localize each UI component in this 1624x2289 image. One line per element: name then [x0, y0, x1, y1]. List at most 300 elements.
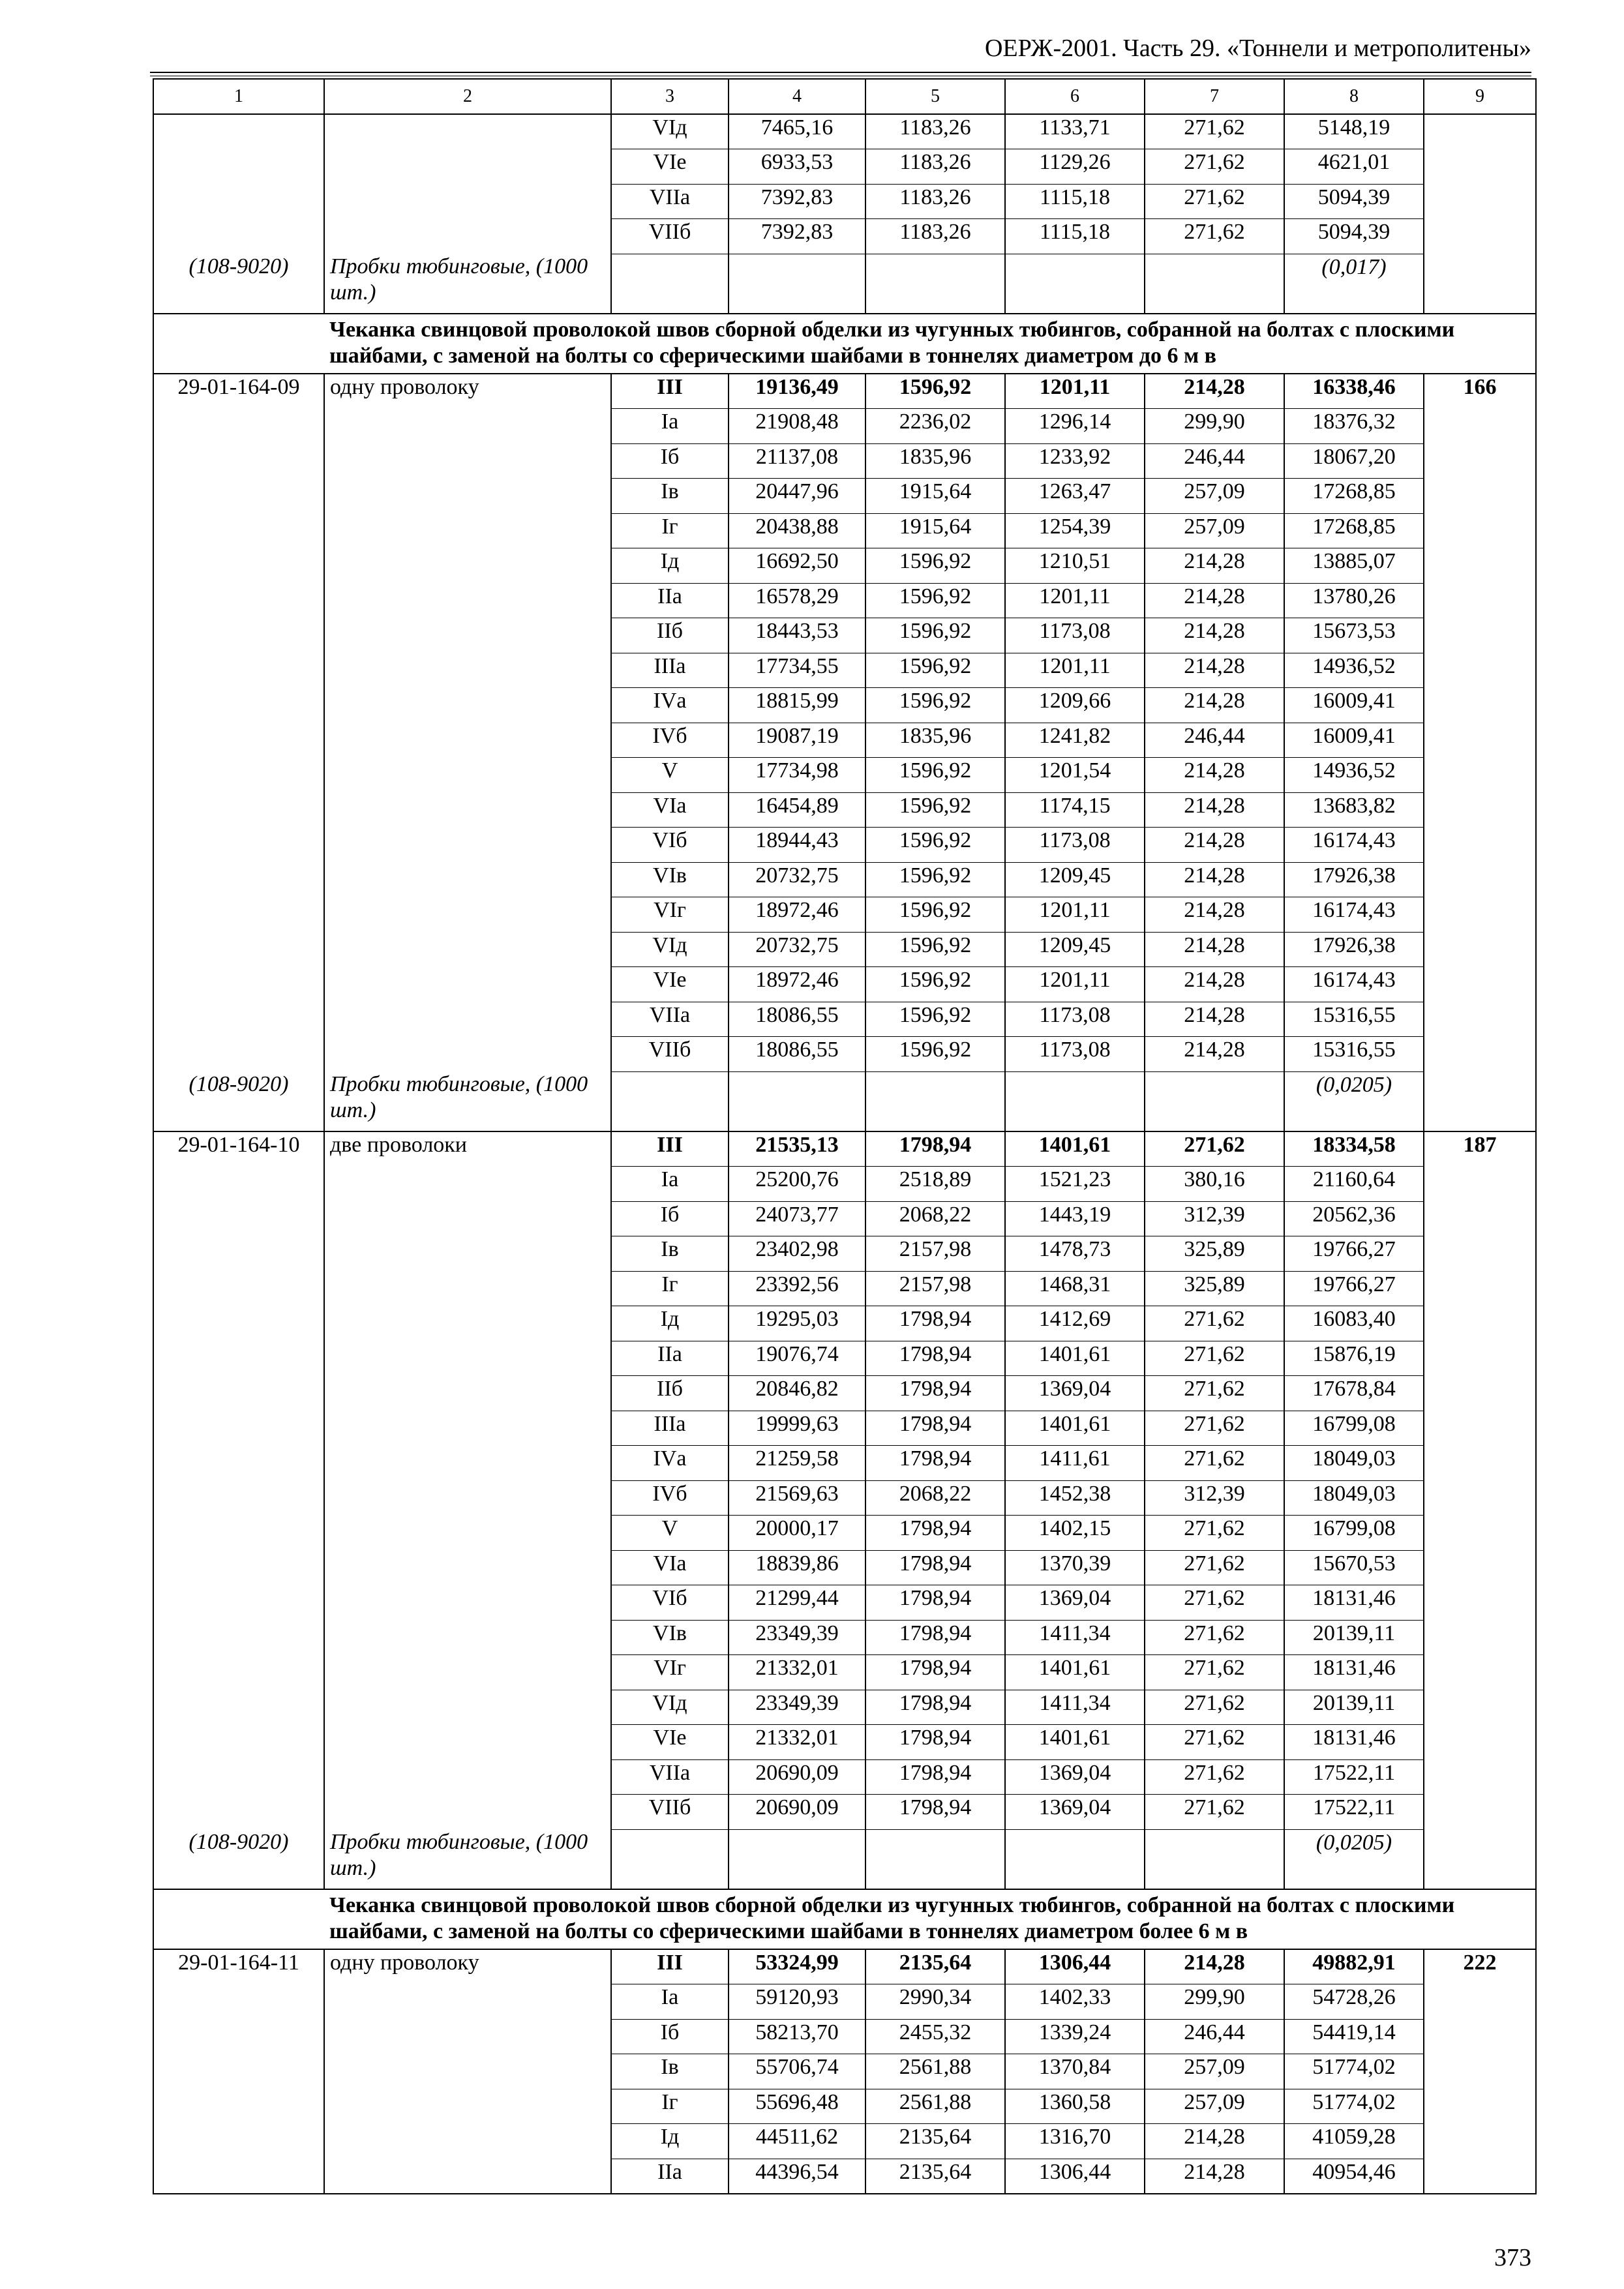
value-cell: 1209,45	[1005, 932, 1145, 967]
value-cell: 20438,88	[729, 513, 865, 548]
value-cell: 20139,11	[1284, 1690, 1424, 1725]
value-cell: 214,28	[1145, 897, 1284, 933]
code-cell	[153, 1002, 324, 1037]
page-number: 373	[1494, 2244, 1531, 2271]
code-cell	[153, 723, 324, 758]
value-cell: 312,39	[1145, 1480, 1284, 1516]
name-cell	[324, 1550, 611, 1585]
name-cell	[324, 513, 611, 548]
value-cell: 299,90	[1145, 1984, 1284, 2020]
value-cell: 1596,92	[865, 967, 1005, 1002]
value-cell: 2135,64	[865, 2159, 1005, 2194]
value-cell: 5094,39	[1284, 219, 1424, 254]
table-row	[153, 114, 1536, 149]
value-cell: 1370,84	[1005, 2054, 1145, 2089]
code-cell	[153, 1516, 324, 1551]
value-cell: 20732,75	[729, 932, 865, 967]
value-cell: 1798,94	[865, 1620, 1005, 1655]
value-cell: 18131,46	[1284, 1585, 1424, 1621]
value-cell: 2135,64	[865, 2124, 1005, 2159]
zone-cell: VIб	[611, 1585, 729, 1621]
name-cell	[324, 967, 611, 1002]
value-cell: 18049,03	[1284, 1480, 1424, 1516]
empty-cell	[1005, 1829, 1145, 1889]
empty-cell	[153, 314, 324, 374]
name-cell	[324, 653, 611, 688]
rates-table	[153, 78, 1537, 2194]
value-cell: 1835,96	[865, 723, 1005, 758]
empty-cell	[1145, 1829, 1284, 1889]
name-cell	[324, 1167, 611, 1202]
code-cell	[153, 1759, 324, 1795]
value-cell: 17268,85	[1284, 479, 1424, 514]
value-cell: 18972,46	[729, 897, 865, 933]
value-cell: 19076,74	[729, 1341, 865, 1376]
value-cell: 214,28	[1145, 1037, 1284, 1072]
value-cell: 325,89	[1145, 1271, 1284, 1306]
value-cell: 214,28	[1145, 967, 1284, 1002]
value-cell: 271,62	[1145, 1690, 1284, 1725]
value-cell: 214,28	[1145, 618, 1284, 653]
value-cell: 49882,91	[1284, 1949, 1424, 1984]
name-cell	[324, 618, 611, 653]
code-cell: 29-01-164-09	[153, 374, 324, 409]
value-cell: 1115,18	[1005, 184, 1145, 219]
table-row	[153, 1550, 1536, 1585]
value-cell: 6933,53	[729, 149, 865, 185]
zone-cell: VIд	[611, 1690, 729, 1725]
table-row	[153, 1620, 1536, 1655]
name-cell	[324, 1984, 611, 2020]
material-name: Пробки тюбинговые, (1000 шт.)	[324, 254, 611, 314]
value-cell: 2236,02	[865, 409, 1005, 444]
value-cell: 20690,09	[729, 1795, 865, 1830]
name-cell: одну проволоку	[324, 374, 611, 409]
value-cell: 1596,92	[865, 583, 1005, 618]
table-row	[153, 723, 1536, 758]
name-cell	[324, 149, 611, 185]
code-cell	[153, 1037, 324, 1072]
value-cell: 380,16	[1145, 1167, 1284, 1202]
zone-cell: VIг	[611, 897, 729, 933]
value-cell: 1201,54	[1005, 758, 1145, 793]
labor-cell	[1424, 2054, 1536, 2089]
code-cell: 29-01-164-10	[153, 1131, 324, 1167]
value-cell: 1798,94	[865, 1690, 1005, 1725]
name-cell	[324, 548, 611, 584]
value-cell: 2068,22	[865, 1480, 1005, 1516]
zone-cell: Iд	[611, 1306, 729, 1341]
table-row	[153, 653, 1536, 688]
page-header: ОЕРЖ-2001. Часть 29. «Тоннели и метрополитены»	[984, 35, 1531, 62]
code-cell: 29-01-164-11	[153, 1949, 324, 1984]
code-cell	[153, 2054, 324, 2089]
value-cell: 271,62	[1145, 1411, 1284, 1446]
table-row	[153, 1585, 1536, 1621]
table-row	[153, 479, 1536, 514]
value-cell: 16578,29	[729, 583, 865, 618]
name-cell	[324, 688, 611, 723]
table-row	[153, 2089, 1536, 2124]
name-cell: две проволоки	[324, 1131, 611, 1167]
column-number-row	[153, 79, 1536, 114]
zone-cell: Iб	[611, 443, 729, 479]
value-cell: 1370,39	[1005, 1550, 1145, 1585]
labor-cell	[1424, 1271, 1536, 1306]
name-cell	[324, 1795, 611, 1830]
table-row	[153, 967, 1536, 1002]
value-cell: 21908,48	[729, 409, 865, 444]
value-cell: 2068,22	[865, 1201, 1005, 1236]
value-cell: 17678,84	[1284, 1376, 1424, 1411]
value-cell: 1798,94	[865, 1725, 1005, 1760]
material-row	[153, 254, 1536, 314]
material-qty: (0,017)	[1284, 254, 1424, 314]
value-cell: 1115,18	[1005, 219, 1145, 254]
code-cell	[153, 1795, 324, 1830]
value-cell: 14936,52	[1284, 758, 1424, 793]
value-cell: 5148,19	[1284, 114, 1424, 149]
value-cell: 18131,46	[1284, 1655, 1424, 1690]
value-cell: 1596,92	[865, 374, 1005, 409]
value-cell: 1411,61	[1005, 1446, 1145, 1481]
value-cell: 23392,56	[729, 1271, 865, 1306]
labor-cell	[1424, 862, 1536, 897]
value-cell: 21259,58	[729, 1446, 865, 1481]
value-cell: 271,62	[1145, 1759, 1284, 1795]
value-cell: 18443,53	[729, 618, 865, 653]
value-cell: 1369,04	[1005, 1585, 1145, 1621]
value-cell: 1596,92	[865, 758, 1005, 793]
empty-cell	[729, 1071, 865, 1131]
value-cell: 18972,46	[729, 967, 865, 1002]
value-cell: 214,28	[1145, 862, 1284, 897]
table-row	[153, 792, 1536, 828]
value-cell: 1173,08	[1005, 828, 1145, 863]
value-cell: 214,28	[1145, 932, 1284, 967]
code-cell	[153, 1620, 324, 1655]
table-row	[153, 184, 1536, 219]
name-cell	[324, 2124, 611, 2159]
labor-cell	[1424, 1167, 1536, 1202]
name-cell	[324, 1655, 611, 1690]
section-heading: Чеканка свинцовой проволокой швов сборной обделки из чугунных тюбингов, собранной на болтах с плоскими шайбами, с заменой на болты со сферическими шайбами в тоннелях диаметром до 6 м в	[324, 314, 1536, 374]
value-cell: 1798,94	[865, 1550, 1005, 1585]
value-cell: 2518,89	[865, 1167, 1005, 1202]
value-cell: 1798,94	[865, 1306, 1005, 1341]
table-row	[153, 897, 1536, 933]
value-cell: 271,62	[1145, 1620, 1284, 1655]
code-cell	[153, 1690, 324, 1725]
value-cell: 17734,55	[729, 653, 865, 688]
value-cell: 1798,94	[865, 1411, 1005, 1446]
value-cell: 1369,04	[1005, 1795, 1145, 1830]
value-cell: 18086,55	[729, 1002, 865, 1037]
labor-cell	[1424, 114, 1536, 149]
labor-cell	[1424, 443, 1536, 479]
value-cell: 2157,98	[865, 1236, 1005, 1272]
name-cell	[324, 1690, 611, 1725]
value-cell: 18376,32	[1284, 409, 1424, 444]
value-cell: 1183,26	[865, 114, 1005, 149]
value-cell: 19999,63	[729, 1411, 865, 1446]
table-row	[153, 932, 1536, 967]
table-row	[153, 1201, 1536, 1236]
zone-cell: IIIа	[611, 653, 729, 688]
code-cell	[153, 1446, 324, 1481]
value-cell: 16799,08	[1284, 1516, 1424, 1551]
value-cell: 214,28	[1145, 2159, 1284, 2194]
table-row	[153, 1480, 1536, 1516]
zone-cell: Iд	[611, 548, 729, 584]
value-cell: 15316,55	[1284, 1037, 1424, 1072]
material-code: (108-9020)	[153, 1071, 324, 1131]
zone-cell: IIIа	[611, 1411, 729, 1446]
value-cell: 1402,15	[1005, 1516, 1145, 1551]
empty-cell	[1145, 1071, 1284, 1131]
value-cell: 246,44	[1145, 443, 1284, 479]
labor-cell	[1424, 548, 1536, 584]
value-cell: 214,28	[1145, 583, 1284, 618]
value-cell: 1798,94	[865, 1131, 1005, 1167]
empty-cell	[1005, 1071, 1145, 1131]
value-cell: 13885,07	[1284, 548, 1424, 584]
value-cell: 16009,41	[1284, 723, 1424, 758]
value-cell: 54728,26	[1284, 1984, 1424, 2020]
zone-cell: III	[611, 374, 729, 409]
value-cell: 21160,64	[1284, 1167, 1424, 1202]
value-cell: 1915,64	[865, 479, 1005, 514]
value-cell: 20562,36	[1284, 1201, 1424, 1236]
value-cell: 54419,14	[1284, 2019, 1424, 2054]
code-cell	[153, 1585, 324, 1621]
value-cell: 23349,39	[729, 1620, 865, 1655]
table-row	[153, 1002, 1536, 1037]
labor-cell	[1424, 1480, 1536, 1516]
table-body	[153, 79, 1536, 2194]
value-cell: 17926,38	[1284, 932, 1424, 967]
name-cell	[324, 1411, 611, 1446]
value-cell: 1411,34	[1005, 1620, 1145, 1655]
value-cell: 271,62	[1145, 1306, 1284, 1341]
name-cell	[324, 1002, 611, 1037]
zone-cell: VIв	[611, 862, 729, 897]
code-cell	[153, 1984, 324, 2020]
material-name: Пробки тюбинговые, (1000 шт.)	[324, 1829, 611, 1889]
value-cell: 19295,03	[729, 1306, 865, 1341]
code-cell	[153, 618, 324, 653]
table-row	[153, 1516, 1536, 1551]
name-cell	[324, 1759, 611, 1795]
value-cell: 23402,98	[729, 1236, 865, 1272]
name-cell	[324, 723, 611, 758]
value-cell: 2135,64	[865, 1949, 1005, 1984]
value-cell: 16174,43	[1284, 967, 1424, 1002]
code-cell	[153, 967, 324, 1002]
value-cell: 1129,26	[1005, 149, 1145, 185]
value-cell: 1596,92	[865, 548, 1005, 584]
code-cell	[153, 897, 324, 933]
code-cell	[153, 114, 324, 149]
code-cell	[153, 2124, 324, 2159]
labor-cell	[1424, 723, 1536, 758]
name-cell	[324, 2054, 611, 2089]
empty-cell	[611, 1071, 729, 1131]
value-cell: 16692,50	[729, 548, 865, 584]
table-row	[153, 443, 1536, 479]
value-cell: 51774,02	[1284, 2089, 1424, 2124]
value-cell: 214,28	[1145, 548, 1284, 584]
value-cell: 1443,19	[1005, 1201, 1145, 1236]
value-cell: 16454,89	[729, 792, 865, 828]
value-cell: 20732,75	[729, 862, 865, 897]
zone-cell: Iб	[611, 2019, 729, 2054]
value-cell: 51774,02	[1284, 2054, 1424, 2089]
name-cell	[324, 409, 611, 444]
value-cell: 21299,44	[729, 1585, 865, 1621]
material-row	[153, 1829, 1536, 1889]
value-cell: 1798,94	[865, 1655, 1005, 1690]
labor-cell	[1424, 1002, 1536, 1037]
value-cell: 257,09	[1145, 513, 1284, 548]
value-cell: 55706,74	[729, 2054, 865, 2089]
value-cell: 214,28	[1145, 828, 1284, 863]
code-cell	[153, 1201, 324, 1236]
value-cell: 271,62	[1145, 1446, 1284, 1481]
value-cell: 214,28	[1145, 1002, 1284, 1037]
value-cell: 19766,27	[1284, 1271, 1424, 1306]
material-name: Пробки тюбинговые, (1000 шт.)	[324, 1071, 611, 1131]
value-cell: 7392,83	[729, 184, 865, 219]
value-cell: 1798,94	[865, 1759, 1005, 1795]
zone-cell: IVа	[611, 688, 729, 723]
table-row	[153, 513, 1536, 548]
code-cell	[153, 2159, 324, 2194]
zone-cell: VIIб	[611, 1037, 729, 1072]
zone-cell: VIд	[611, 932, 729, 967]
value-cell: 1596,92	[865, 862, 1005, 897]
value-cell: 2561,88	[865, 2054, 1005, 2089]
value-cell: 1241,82	[1005, 723, 1145, 758]
empty-cell	[729, 254, 865, 314]
value-cell: 17268,85	[1284, 513, 1424, 548]
zone-cell: VIIб	[611, 1795, 729, 1830]
value-cell: 13683,82	[1284, 792, 1424, 828]
value-cell: 1173,08	[1005, 1002, 1145, 1037]
labor-cell	[1424, 2124, 1536, 2159]
column-number: 7	[1145, 79, 1284, 114]
code-cell	[153, 443, 324, 479]
name-cell	[324, 2019, 611, 2054]
zone-cell: Iб	[611, 1201, 729, 1236]
value-cell: 1412,69	[1005, 1306, 1145, 1341]
value-cell: 2157,98	[865, 1271, 1005, 1306]
zone-cell: VIIа	[611, 1759, 729, 1795]
value-cell: 59120,93	[729, 1984, 865, 2020]
value-cell: 1835,96	[865, 443, 1005, 479]
value-cell: 17522,11	[1284, 1795, 1424, 1830]
value-cell: 1201,11	[1005, 897, 1145, 933]
zone-cell: IVб	[611, 1480, 729, 1516]
zone-cell: III	[611, 1949, 729, 1984]
value-cell: 1183,26	[865, 219, 1005, 254]
value-cell: 1596,92	[865, 828, 1005, 863]
value-cell: 2561,88	[865, 2089, 1005, 2124]
value-cell: 53324,99	[729, 1949, 865, 1984]
zone-cell: VIа	[611, 1550, 729, 1585]
value-cell: 1401,61	[1005, 1725, 1145, 1760]
value-cell: 271,62	[1145, 114, 1284, 149]
value-cell: 1306,44	[1005, 2159, 1145, 2194]
value-cell: 257,09	[1145, 2054, 1284, 2089]
labor-cell	[1424, 2159, 1536, 2194]
labor-cell	[1424, 1550, 1536, 1585]
labor-cell	[1424, 409, 1536, 444]
zone-cell: VIб	[611, 828, 729, 863]
name-cell	[324, 1306, 611, 1341]
zone-cell: IIа	[611, 2159, 729, 2194]
name-cell	[324, 219, 611, 254]
code-cell	[153, 758, 324, 793]
value-cell: 1798,94	[865, 1376, 1005, 1411]
table-row	[153, 1037, 1536, 1072]
value-cell: 17926,38	[1284, 862, 1424, 897]
value-cell: 44511,62	[729, 2124, 865, 2159]
value-cell: 271,62	[1145, 1585, 1284, 1621]
code-cell	[153, 1725, 324, 1760]
value-cell: 214,28	[1145, 688, 1284, 723]
value-cell: 1915,64	[865, 513, 1005, 548]
value-cell: 14936,52	[1284, 653, 1424, 688]
value-cell: 1798,94	[865, 1446, 1005, 1481]
name-cell	[324, 583, 611, 618]
code-cell	[153, 149, 324, 185]
name-cell	[324, 1446, 611, 1481]
value-cell: 1183,26	[865, 149, 1005, 185]
value-cell: 271,62	[1145, 184, 1284, 219]
value-cell: 44396,54	[729, 2159, 865, 2194]
zone-cell: VIа	[611, 792, 729, 828]
table-row	[153, 409, 1536, 444]
name-cell	[324, 114, 611, 149]
table-row	[153, 1167, 1536, 1202]
value-cell: 19766,27	[1284, 1236, 1424, 1272]
value-cell: 20447,96	[729, 479, 865, 514]
name-cell	[324, 2159, 611, 2194]
value-cell: 271,62	[1145, 1795, 1284, 1830]
value-cell: 2455,32	[865, 2019, 1005, 2054]
labor-cell: 187	[1424, 1131, 1536, 1167]
labor-cell	[1424, 1201, 1536, 1236]
labor-cell	[1424, 653, 1536, 688]
table-row-main	[153, 1131, 1536, 1167]
value-cell: 1209,45	[1005, 862, 1145, 897]
value-cell: 41059,28	[1284, 2124, 1424, 2159]
column-number: 9	[1424, 79, 1536, 114]
table-row	[153, 688, 1536, 723]
value-cell: 1173,08	[1005, 618, 1145, 653]
labor-cell	[1424, 1620, 1536, 1655]
value-cell: 16174,43	[1284, 828, 1424, 863]
value-cell: 1254,39	[1005, 513, 1145, 548]
code-cell	[153, 792, 324, 828]
value-cell: 214,28	[1145, 1949, 1284, 1984]
name-cell	[324, 1037, 611, 1072]
code-cell	[153, 1376, 324, 1411]
table-row	[153, 548, 1536, 584]
value-cell: 1798,94	[865, 1516, 1005, 1551]
empty-cell	[611, 254, 729, 314]
